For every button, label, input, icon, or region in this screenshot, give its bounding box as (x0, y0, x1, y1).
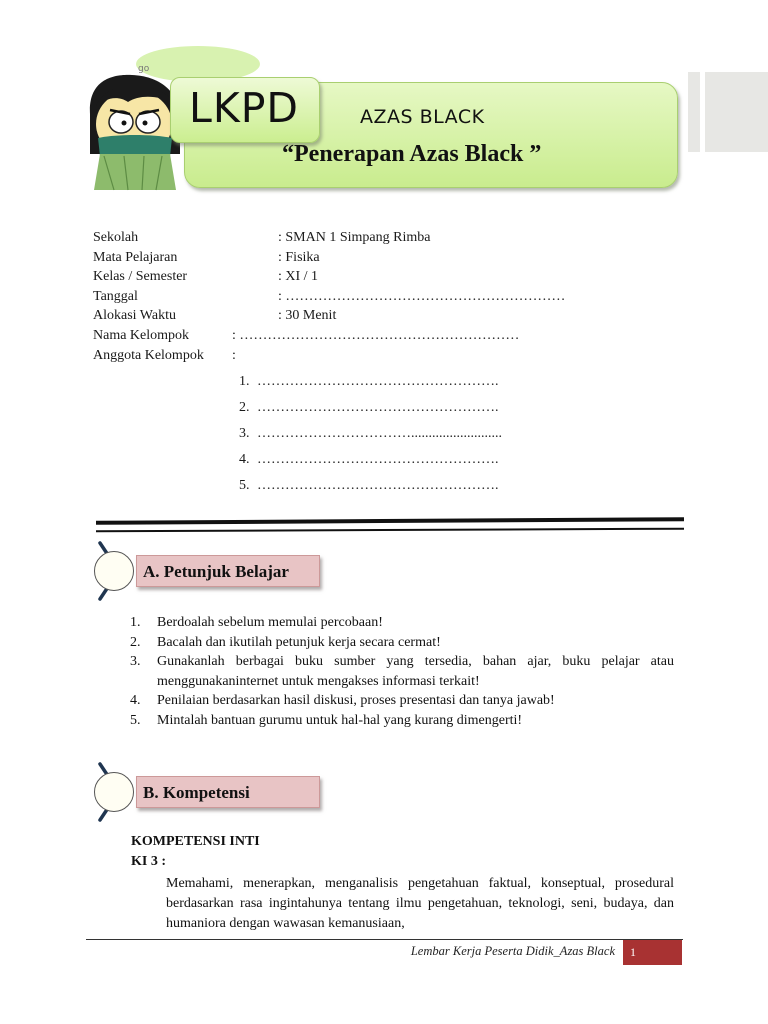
group-name-label: Nama Kelompok (93, 328, 190, 343)
members-colon: : (232, 348, 236, 363)
list-text: Penilaian berdasarkan hasil diskusi, proses presentasi dan tanya jawab! (157, 693, 555, 708)
list-number: 4. (130, 693, 141, 708)
member-blank: ……………………………………………. (257, 374, 499, 389)
page-number: 1 (623, 940, 682, 965)
identity-label: Tanggal (93, 289, 138, 304)
divider-thick (96, 517, 684, 525)
list-item (130, 691, 674, 711)
member-line (239, 452, 499, 468)
group-name-field: : …………………………………………………… (232, 328, 520, 343)
list-item (130, 652, 674, 691)
footer-rule (86, 939, 683, 940)
divider-thin (96, 528, 684, 533)
member-line (239, 374, 499, 390)
identity-label: Mata Pelajaran (93, 250, 178, 265)
section-b-title: B. Kompetensi (143, 783, 250, 802)
section-a-title: A. Petunjuk Belajar (143, 562, 289, 581)
identity-label: Alokasi Waktu (93, 308, 176, 323)
member-number: 3. (239, 426, 250, 441)
footer-text: Lembar Kerja Peserta Didik_Azas Black (410, 944, 615, 958)
section-bullet-icon (94, 772, 134, 812)
list-number: 1. (130, 615, 141, 630)
member-number: 5. (239, 478, 250, 493)
list-number: 5. (130, 712, 141, 728)
instruction-list (130, 613, 674, 730)
kompetensi-heading: KOMPETENSI INTI (131, 834, 260, 849)
member-blank: ……………………………………………. (257, 452, 499, 467)
document-subtitle: AZAS BLACK (360, 106, 485, 128)
identity-value: : XI / 1 (278, 269, 319, 284)
member-line (239, 426, 502, 442)
section-bullet-icon (94, 551, 134, 591)
list-number: 3. (130, 654, 141, 669)
list-item (130, 633, 674, 653)
member-line (239, 400, 499, 416)
bubble-text: go (138, 64, 150, 74)
list-text: Berdoalah sebelum memulai percobaan! (157, 615, 383, 630)
member-number: 1. (239, 374, 250, 389)
decorative-bar (705, 72, 768, 152)
section-a-header (136, 555, 320, 587)
section-b-header (136, 776, 320, 808)
list-text: Gunakanlah berbagai buku sumber yang tersedia, bahan ajar, buku pelajar atau menggunakaninternet untuk mengakses informasi terkait! (157, 654, 674, 689)
members-label: Anggota Kelompok (93, 348, 204, 363)
identity-label: Kelas / Semester (93, 269, 188, 284)
member-number: 4. (239, 452, 250, 467)
member-blank: …………………………….......................... (257, 426, 502, 441)
ki-label: KI 3 : (131, 854, 166, 869)
lkpd-badge-text: LKPD (188, 84, 300, 132)
member-number: 2. (239, 400, 250, 415)
list-text: Mintalah bantuan gurumu untuk hal-hal yang kurang dimengerti! (157, 712, 523, 728)
member-line (239, 478, 499, 494)
list-item (130, 711, 674, 731)
identity-value: : SMAN 1 Simpang Rimba (278, 230, 431, 245)
decorative-bar (688, 72, 700, 152)
date-field: : …………………………………………………… (278, 289, 566, 304)
ki-paragraph: Memahami, menerapkan, menganalisis pengetahuan faktual, konseptual, prosedural berdasarkan rasa ingintahunya tentang ilmu pengetahuan, teknologi, seni, budaya, dan humaniora dengan wawasan kemanusiaan, (166, 876, 674, 931)
identity-value: : Fisika (278, 250, 320, 265)
identity-label: Sekolah (93, 230, 139, 245)
list-item (130, 613, 674, 633)
list-number: 2. (130, 634, 141, 650)
identity-value: : 30 Menit (278, 308, 337, 323)
member-blank: ……………………………………………. (257, 478, 499, 493)
list-text: Bacalah dan ikutilah petunjuk kerja secara cermat! (157, 634, 441, 650)
document-title: “Penerapan Azas Black ” (282, 141, 542, 167)
member-blank: ……………………………………………. (257, 400, 499, 415)
